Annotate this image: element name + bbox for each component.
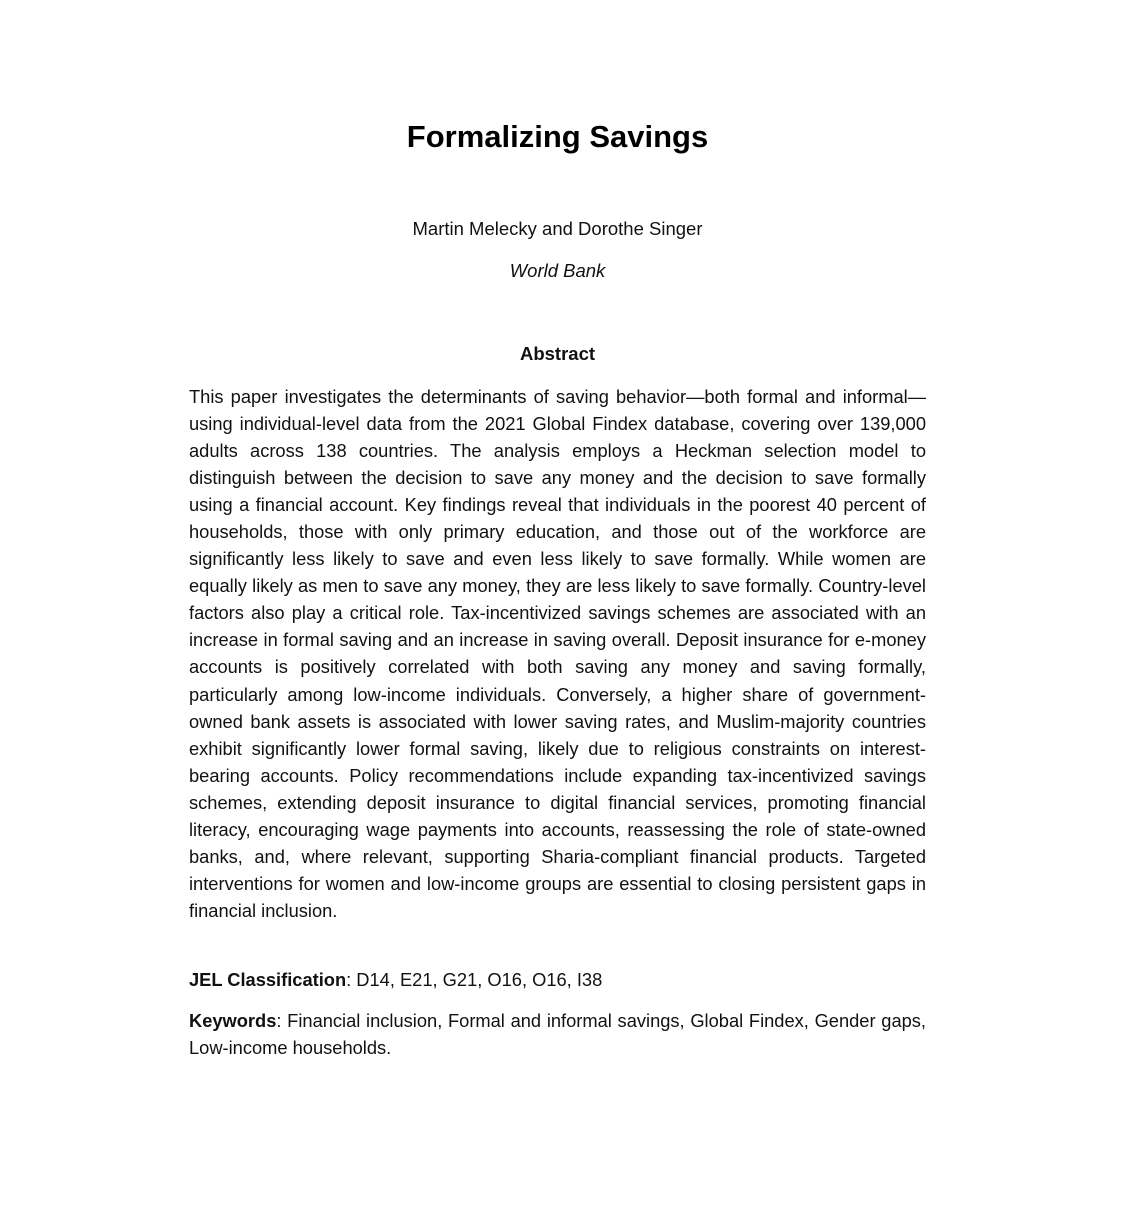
paper-authors: Martin Melecky and Dorothe Singer — [412, 218, 703, 239]
paper-title: Formalizing Savings — [406, 119, 709, 154]
jel-value: : D14, E21, G21, O16, O16, I38 — [346, 969, 603, 990]
keywords — [189, 1007, 926, 1061]
abstract-text: This paper investigates the determinants of saving behavior—both formal and informal—using individual-level data from the 2021 Global Findex database, covering over 139,000 adults across 138 countries. The analysis employs a Heckman selection model to distinguish between the decision to save any money and the decision to save formally using a financial account. Key findings reveal that individuals in the poorest 40 percent of households, those with only primary education, and those out of the workforce are significantly less likely to save and even less likely to save formally. While women are equally likely as men to save any money, they are less likely to save formally. Country-level factors also play a critical role. Tax-incentivized savings schemes are associated with an increase in formal saving and an increase in saving overall. Deposit insurance for e-money accounts is positively correlated with both saving any money and saving formally, particularly among low-income individuals. Conversely, a higher share of government-owned bank assets is associated with lower saving rates, and Muslim-majority countries exhibit significantly lower formal saving, likely due to religious constraints on interest-bearing accounts. Policy recommendations include expanding tax-incentivized savings schemes, extending deposit insurance to digital financial services, promoting financial literacy, encouraging wage payments into accounts, reassessing the role of state-owned banks, and, where relevant, supporting Sharia-compliant financial products. Targeted interventions for women and low-income groups are essential to closing persistent gaps in financial inclusion. — [189, 386, 926, 921]
keywords-label: Keywords — [189, 1010, 277, 1031]
jel-label: JEL Classification — [189, 969, 347, 990]
abstract-heading: Abstract — [519, 343, 596, 364]
paper-affiliation: World Bank — [509, 260, 606, 281]
keywords-value: : Financial inclusion, Formal and informal savings, Global Findex, Gender gaps, Low-income households. — [189, 1010, 926, 1058]
jel-classification — [189, 966, 926, 993]
